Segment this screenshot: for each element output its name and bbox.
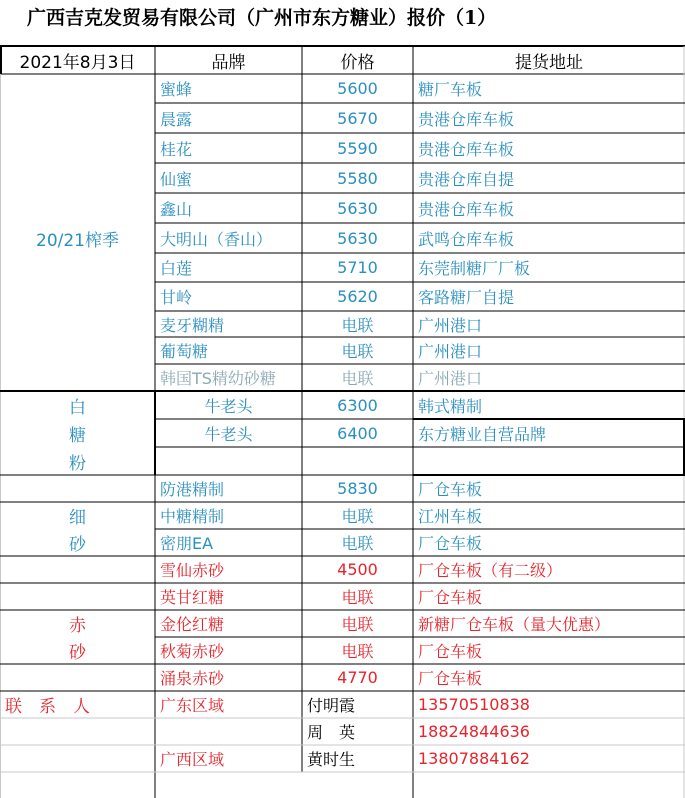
row-brand: 白莲 (160, 259, 193, 278)
row-brand: 雪仙赤砂 (160, 561, 225, 580)
contact-phone: 13570510838 (418, 695, 530, 714)
row-price: 5670 (337, 108, 378, 128)
contact-name: 付明霞 (307, 696, 356, 715)
row-pickup-address: 贵港仓库车板 (418, 139, 515, 159)
contact-phone: 13807884162 (418, 749, 530, 768)
section-red-sand-char: 砂 (69, 643, 86, 663)
row-brand: 秋菊赤砂 (160, 642, 225, 661)
contact-region: 广东区域 (160, 696, 225, 715)
row-price: 电联 (341, 534, 374, 553)
row-price: 5830 (337, 479, 378, 498)
row-pickup-address: 厂仓车板 (418, 669, 483, 688)
row-price: 电联 (341, 615, 374, 634)
contact-region (155, 718, 302, 745)
row-price: 电联 (341, 369, 374, 388)
row-brand: 涌泉赤砂 (160, 669, 225, 688)
row-brand: 甘岭 (160, 288, 193, 307)
row-price: 5630 (337, 228, 378, 248)
row-brand: 防港精制 (160, 480, 225, 499)
row-pickup-address: 广州港口 (418, 369, 483, 388)
row-brand: 金伦红糖 (160, 615, 225, 634)
row-pickup-address: 韩式精制 (418, 396, 483, 416)
row-brand: 葡萄糖 (160, 342, 209, 361)
row-pickup-address: 贵港仓库自提 (418, 169, 515, 189)
contact-name: 周 英 (307, 723, 356, 742)
contact-region: 广西区域 (160, 750, 225, 769)
section-season-label: 20/21榨季 (36, 230, 119, 251)
row-pickup-address (413, 447, 685, 475)
row-pickup-address: 厂仓车板（有二级） (418, 561, 563, 580)
row-brand: 英甘红糖 (160, 588, 225, 607)
row-pickup-address: 贵港仓库车板 (418, 109, 515, 129)
row-pickup-address: 新糖厂仓车板（量大优惠） (418, 615, 611, 634)
header-price: 价格 (340, 52, 375, 73)
section-fine-sand-char: 细 (69, 508, 86, 528)
row-price: 电联 (341, 507, 374, 526)
header-brand: 品牌 (211, 52, 246, 73)
row-price: 电联 (341, 315, 374, 335)
row-price: 5620 (337, 287, 378, 306)
contact-label: 联 系 人 (5, 697, 90, 717)
row-price (302, 447, 413, 475)
section-fine-sand-char: 砂 (69, 535, 86, 555)
row-pickup-address: 贵港仓库车板 (418, 199, 515, 219)
row-price: 5630 (337, 198, 378, 218)
header-date: 2021年8月3日 (19, 52, 136, 73)
row-price: 4770 (337, 668, 378, 687)
row-brand: 晨露 (160, 109, 193, 129)
row-pickup-address: 广州港口 (418, 342, 483, 361)
row-price: 5580 (337, 168, 378, 188)
row-price: 电联 (341, 588, 374, 607)
row-brand (155, 447, 302, 475)
row-pickup-address: 厂仓车板 (418, 480, 483, 499)
row-brand: 蜜蜂 (160, 80, 193, 99)
row-pickup-address: 东方糖业自营品牌 (418, 424, 547, 444)
row-pickup-address: 厂仓车板 (418, 534, 483, 553)
document-title: 广西吉克发贸易有限公司（广州市东方糖业）报价（1） (27, 7, 497, 29)
row-price: 电联 (341, 642, 374, 661)
row-price: 6300 (337, 395, 378, 415)
header-pickup-address: 提货地址 (515, 52, 583, 73)
row-pickup-address: 广州港口 (418, 315, 483, 335)
row-brand: 大明山（香山） (160, 229, 273, 249)
row-brand: 中糖精制 (160, 507, 225, 526)
section-white-powder-char: 糖 (69, 425, 86, 446)
row-brand: 鑫山 (160, 199, 193, 219)
row-pickup-address: 武鸣仓库车板 (418, 229, 515, 249)
row-pickup-address: 厂仓车板 (418, 642, 483, 661)
contact-name: 黄时生 (307, 750, 356, 769)
row-pickup-address: 东莞制糖厂厂板 (418, 259, 531, 278)
section-red-sand-char: 赤 (69, 616, 86, 636)
row-pickup-address: 客路糖厂自提 (418, 288, 515, 307)
row-price: 5590 (337, 138, 378, 158)
row-brand: 仙蜜 (160, 169, 193, 189)
row-brand: 牛老头 (204, 424, 253, 444)
row-price: 6400 (337, 423, 378, 443)
row-price: 电联 (341, 342, 374, 361)
row-price: 5710 (337, 258, 378, 277)
row-brand: 韩国TS精幼砂糖 (160, 369, 276, 388)
contact-phone: 18824844636 (418, 722, 530, 741)
row-pickup-address: 江州车板 (418, 507, 483, 526)
row-price: 4500 (337, 560, 378, 579)
section-white-powder-char: 白 (69, 397, 86, 418)
row-brand: 桂花 (160, 139, 193, 159)
row-brand: 密朋EA (160, 534, 214, 553)
row-brand: 牛老头 (204, 396, 253, 416)
row-pickup-address: 厂仓车板 (418, 588, 483, 607)
row-brand: 麦牙糊精 (160, 315, 225, 335)
row-pickup-address: 糖厂车板 (418, 80, 483, 99)
row-price: 5600 (337, 79, 378, 98)
section-white-powder-char: 粉 (69, 453, 86, 474)
